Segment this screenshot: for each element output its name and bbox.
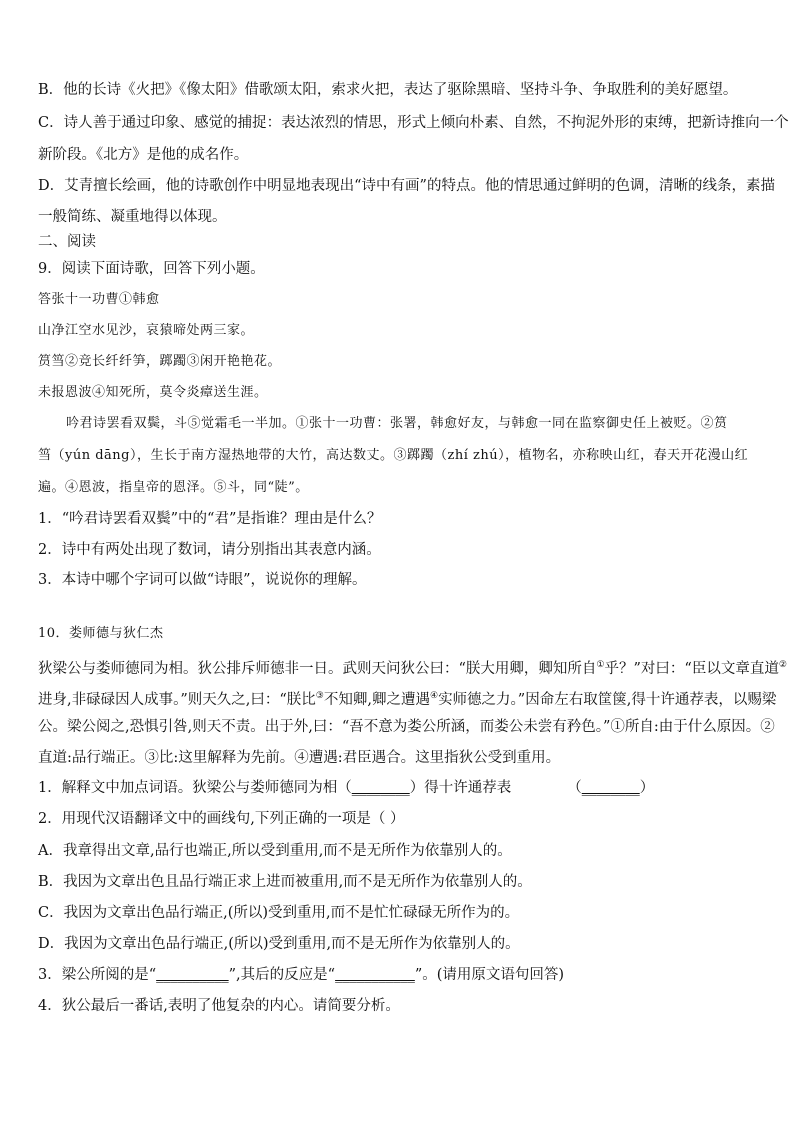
poem-line-1: 山净江空水见沙，哀猿啼处两三家。 xyxy=(38,323,255,338)
answer-blank[interactable]: ________ xyxy=(351,780,410,796)
q10-question-1: 1．解释文中加点词语。狄梁公与娄师德同为相（________）得十许通荐表 （________） xyxy=(38,780,655,796)
q10-question-3: 3．梁公所阅的是“__________”,其后的反应是“___________”。(请用原文语句回答) xyxy=(38,967,565,983)
choice-b[interactable]: B．我因为文章出色且品行端正求上进而被重用,而不是无所作为依靠别人的。 xyxy=(38,874,532,890)
note-line-2: 筜（yún dāng），生长于南方湿热地带的大竹，高达数丈。③踯躅（zhí zhú），植物名，亦称映山红，春天开花漫山红 xyxy=(38,448,749,463)
choice-a[interactable]: A．我章得出文章,品行也端正,所以受到重用,而不是无所作为依靠别人的。 xyxy=(38,843,512,859)
answer-blank[interactable]: __________ xyxy=(156,967,229,983)
q9-question-2: 2．诗中有两处出现了数词，请分别指出其表意内涵。 xyxy=(38,542,381,558)
option-d-line1: D．艾青擅长绘画，他的诗歌创作中明显地表现出“诗中有画”的特点。他的情思通过鲜明的色调，清晰的线条，素描 xyxy=(38,178,775,194)
answer-blank[interactable]: ___________ xyxy=(335,967,415,983)
answer-blank[interactable]: ________ xyxy=(581,780,640,796)
poem-line-3: 未报恩波④知死所，莫令炎瘴送生涯。 xyxy=(38,385,268,400)
option-c-line1: C．诗人善于通过印象、感觉的捕捉：表达浓烈的情思，形式上倾向朴素、自然，不拘泥外形的束缚，把新诗推向一个 xyxy=(38,115,789,131)
choice-c[interactable]: C．我因为文章出色品行端正,(所以)受到重用,而不是忙忙碌碌无所作为的。 xyxy=(38,905,520,921)
passage-line-3: 公。梁公阅之,恐惧引咎,则天不责。出于外,曰：“吾不意为娄公所涵，而娄公未尝有矜色。”①所自:由于什么原因。② xyxy=(38,719,775,735)
choice-d[interactable]: D．我因为文章出色品行端正,(所以)受到重用,而不是无所作为依靠别人的。 xyxy=(38,936,520,952)
passage-line-1: 狄梁公与娄师德同为相。狄公排斥师德非一日。武则天问狄公曰：“朕大用卿，卿知所自①乎？”对曰：“臣以文章直道② xyxy=(38,660,787,677)
poem-line-4: 吟君诗罢看双鬓，斗⑤觉霜毛一半加。①张十一功曹：张署，韩愈好友，与韩愈一同在监察御史任上被贬。②筼 xyxy=(66,416,728,431)
passage-line-4: 直道:品行端正。③比:这里解释为先前。④遭遇:君臣遇合。这里指狄公受到重用。 xyxy=(38,750,561,766)
poem-line-2: 筼筜②竞长纤纤笋，踯躅③闲开艳艳花。 xyxy=(38,354,282,369)
note-line-3: 遍。④恩波，指皇帝的恩泽。⑤斗，同“陡”。 xyxy=(38,480,309,495)
passage-line-2: 进身,非碌碌因人成事。”则天久之,曰：“朕比③不知卿,卿之遭遇④实师德之力。”因命左右取筐箧,得十许通荐表，以赐梁 xyxy=(38,691,777,708)
option-d-line2: 一般简练、凝重地得以体现。 xyxy=(38,209,227,225)
q9-question-1: 1．“吟君诗罢看双鬓”中的“君”是指谁？理由是什么？ xyxy=(38,511,382,527)
option-c-line2: 新阶段。《北方》是他的成名作。 xyxy=(38,147,249,163)
q9-intro: 9．阅读下面诗歌，回答下列小题。 xyxy=(38,261,265,277)
poem-title: 答张十一功曹①韩愈 xyxy=(38,292,160,307)
option-b: B．他的长诗《火把》《像太阳》借歌颂太阳，索求火把，表达了驱除黑暗、坚持斗争、争取胜利的美好愿望。 xyxy=(38,82,738,98)
section-title: 二、阅读 xyxy=(38,234,96,250)
q10-question-4: 4．狄公最后一番话,表明了他复杂的内心。请简要分析。 xyxy=(38,998,400,1014)
q9-question-3: 3．本诗中哪个字词可以做“诗眼”，说说你的理解。 xyxy=(38,572,367,588)
q10-title: 10．娄师德与狄仁杰 xyxy=(38,626,164,641)
q10-question-2: 2．用现代汉语翻译文中的画线句,下列正确的一项是（ ） xyxy=(38,811,405,827)
